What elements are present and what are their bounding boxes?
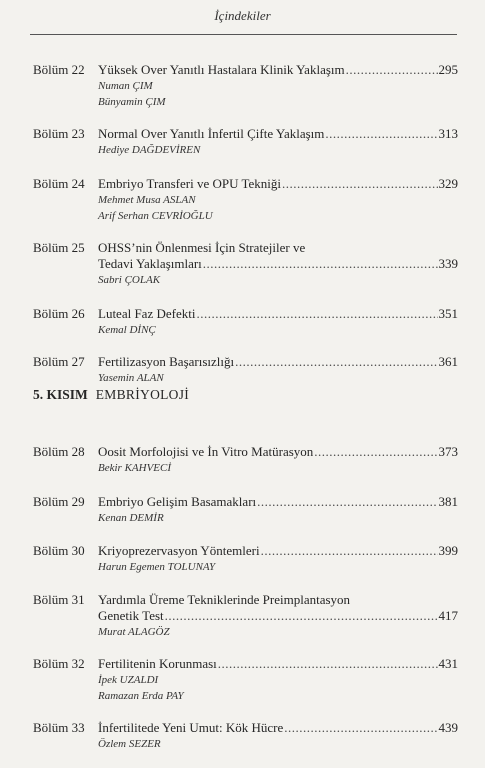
author-name: Hediye DAĞDEVİREN	[98, 144, 201, 156]
page-number: 399	[438, 543, 458, 558]
chapter-label: Bölüm 29	[33, 494, 85, 509]
chapter-title-block	[98, 656, 458, 704]
page-number: 417	[438, 608, 458, 623]
chapter-label: Bölüm 22	[33, 62, 85, 77]
author-name: İpek UZALDI	[98, 674, 159, 686]
chapter-title: İnfertilitede Yeni Umut: Kök Hücre	[98, 720, 284, 735]
chapter-title: Oosit Morfolojisi ve İn Vitro Matürasyon	[98, 444, 314, 459]
dot-leader	[284, 720, 437, 736]
dot-leader	[282, 176, 437, 192]
page-number: 295	[438, 62, 458, 77]
chapter-title: Embriyo Gelişim Basamakları	[98, 494, 257, 509]
chapter-title-block	[98, 240, 458, 288]
page-number: 351	[438, 306, 458, 321]
chapter-title-block	[98, 494, 458, 526]
chapter-label: Bölüm 28	[33, 444, 85, 459]
chapter-title: Luteal Faz Defekti	[98, 306, 196, 321]
section-label: 5. KISIM	[33, 387, 88, 402]
dot-leader	[203, 256, 438, 272]
chapter-title: Embriyo Transferi ve OPU Tekniği	[98, 176, 282, 191]
chapter-title: Normal Over Yanıtlı İnfertil Çifte Yaklaşım	[98, 126, 325, 141]
chapter-title: Yardımla Üreme Tekniklerinde Preimplantasyon	[98, 592, 351, 607]
chapter-title-line	[98, 656, 458, 672]
chapter-title: Kriyoprezervasyon Yöntemleri	[98, 543, 260, 558]
chapter-label: Bölüm 33	[33, 720, 85, 735]
chapter-title-block	[98, 306, 458, 338]
chapter-title: OHSS’nin Önlenmesi İçin Stratejiler ve	[98, 240, 306, 255]
chapter-title-line	[98, 592, 458, 608]
chapter-title-block	[98, 543, 458, 575]
chapter-title-line	[98, 306, 458, 322]
author-name: Harun Egemen TOLUNAY	[98, 561, 216, 573]
chapter-title-line	[98, 176, 458, 192]
chapter-title: Tedavi Yaklaşımları	[98, 256, 202, 271]
author-name: Sabri ÇOLAK	[98, 274, 161, 286]
chapter-title-block	[98, 354, 458, 386]
author-name: Özlem SEZER	[98, 738, 161, 750]
chapter-title-block	[98, 62, 458, 110]
chapter-label: Bölüm 24	[33, 176, 85, 191]
dot-leader	[325, 126, 437, 142]
author-name: Ramazan Erda PAY	[98, 690, 184, 702]
dot-leader	[218, 656, 438, 672]
dot-leader	[196, 306, 437, 322]
page-number: 373	[438, 444, 458, 459]
chapter-title-block	[98, 720, 458, 752]
author-name: Mehmet Musa ASLAN	[98, 194, 196, 206]
chapter-label: Bölüm 32	[33, 656, 85, 671]
chapter-label: Bölüm 25	[33, 240, 85, 255]
dot-leader	[257, 494, 437, 510]
chapter-title-line	[98, 494, 458, 510]
chapter-title-block	[98, 592, 458, 640]
page-number: 329	[438, 176, 458, 191]
dot-leader	[165, 608, 438, 624]
chapter-title-line	[98, 720, 458, 736]
chapter-title-line	[98, 256, 458, 272]
chapter-title-block	[98, 444, 458, 476]
chapter-title-line	[98, 608, 458, 624]
author-name: Bekir KAHVECİ	[98, 462, 172, 474]
dot-leader	[314, 444, 437, 460]
author-name: Arif Serhan CEVRİOĞLU	[98, 210, 213, 222]
page-number: 339	[438, 256, 458, 271]
chapter-title-line	[98, 354, 458, 370]
page-number: 361	[438, 354, 458, 369]
chapter-label: Bölüm 23	[33, 126, 85, 141]
page-number: 381	[438, 494, 458, 509]
author-name: Yasemin ALAN	[98, 372, 164, 384]
chapter-title: Genetik Test	[98, 608, 164, 623]
page-number: 439	[438, 720, 458, 735]
chapter-label: Bölüm 30	[33, 543, 85, 558]
section-name: EMBRİYOLOJİ	[95, 387, 190, 402]
author-name: Bünyamin ÇIM	[98, 96, 166, 108]
chapter-title-line	[98, 62, 458, 78]
author-name: Numan ÇIM	[98, 80, 153, 92]
author-name: Kenan DEMİR	[98, 512, 164, 524]
chapter-label: Bölüm 31	[33, 592, 85, 607]
chapter-title: Fertilitenin Korunması	[98, 656, 217, 671]
chapter-title-line	[98, 444, 458, 460]
chapter-title-block	[98, 126, 458, 158]
dot-leader	[235, 354, 437, 370]
chapter-title-line	[98, 126, 458, 142]
dot-leader	[261, 543, 438, 559]
page-number: 431	[438, 656, 458, 671]
author-name: Murat ALAGÖZ	[98, 626, 170, 638]
chapter-title-line	[98, 543, 458, 559]
page-header: İçindekiler	[214, 8, 271, 23]
chapter-label: Bölüm 26	[33, 306, 85, 321]
chapter-title: Yüksek Over Yanıtlı Hastalara Klinik Yaklaşım	[98, 62, 345, 77]
page-number: 313	[438, 126, 458, 141]
section-heading	[33, 387, 189, 403]
chapter-label: Bölüm 27	[33, 354, 85, 369]
dot-leader	[346, 62, 438, 78]
author-name: Kemal DİNÇ	[98, 324, 156, 336]
chapter-title: Fertilizasyon Başarısızlığı	[98, 354, 235, 369]
chapter-title-block	[98, 176, 458, 224]
chapter-title-line	[98, 240, 458, 256]
